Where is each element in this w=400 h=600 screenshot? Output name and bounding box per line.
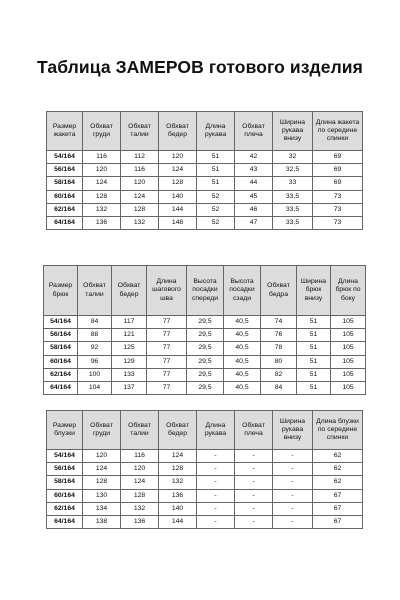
value-cell: -	[235, 502, 273, 515]
table-row	[47, 216, 363, 229]
column-header: Длина блузки по середине спинки	[313, 411, 363, 450]
value-cell: 132	[121, 216, 159, 229]
value-cell: 51	[197, 177, 235, 190]
value-cell: 128	[121, 203, 159, 216]
value-cell: 62	[313, 476, 363, 489]
value-cell: 112	[121, 151, 159, 164]
value-cell: 105	[331, 329, 366, 342]
value-cell: 124	[121, 190, 159, 203]
table-row	[47, 190, 363, 203]
value-cell: 128	[159, 177, 197, 190]
value-cell: 29,5	[187, 368, 224, 381]
value-cell: -	[235, 476, 273, 489]
column-header: Длина рукава	[197, 411, 235, 450]
value-cell: -	[197, 450, 235, 463]
value-cell: 69	[313, 164, 363, 177]
column-header: Обхват талии	[121, 112, 159, 151]
value-cell: 136	[83, 216, 121, 229]
value-cell: 88	[78, 329, 112, 342]
table-header-row	[44, 266, 366, 316]
value-cell: 116	[83, 151, 121, 164]
size-cell: 56/164	[44, 329, 78, 342]
value-cell: 52	[197, 203, 235, 216]
value-cell: 76	[261, 329, 297, 342]
column-header: Размер блузки	[47, 411, 83, 450]
table-row	[47, 489, 363, 502]
value-cell: 92	[78, 342, 112, 355]
size-cell: 64/164	[47, 216, 83, 229]
value-cell: 67	[313, 489, 363, 502]
value-cell: 40,5	[224, 316, 261, 329]
column-header: Размер жакета	[47, 112, 83, 151]
table-row	[44, 342, 366, 355]
value-cell: 105	[331, 342, 366, 355]
column-header: Высота посадки спереди	[187, 266, 224, 316]
value-cell: -	[273, 463, 313, 476]
value-cell: 124	[121, 476, 159, 489]
value-cell: 29,5	[187, 329, 224, 342]
value-cell: 105	[331, 316, 366, 329]
column-header: Обхват плеча	[235, 411, 273, 450]
page-title: Таблица ЗАМЕРОВ готового изделия	[37, 57, 363, 77]
value-cell: -	[197, 515, 235, 528]
value-cell: -	[273, 489, 313, 502]
column-header: Ширина брюк внизу	[297, 266, 331, 316]
value-cell: 40,5	[224, 329, 261, 342]
size-cell: 64/164	[47, 515, 83, 528]
value-cell: 77	[147, 342, 187, 355]
value-cell: 42	[235, 151, 273, 164]
value-cell: 33,5	[273, 203, 313, 216]
column-header: Обхват талии	[78, 266, 112, 316]
value-cell: 134	[83, 502, 121, 515]
value-cell: 120	[83, 164, 121, 177]
value-cell: 29,5	[187, 381, 224, 394]
value-cell: 96	[78, 355, 112, 368]
value-cell: 51	[297, 316, 331, 329]
value-cell: 128	[83, 476, 121, 489]
value-cell: 62	[313, 463, 363, 476]
value-cell: 51	[297, 329, 331, 342]
value-cell: 125	[112, 342, 147, 355]
table-header-row	[47, 411, 363, 450]
column-header: Размер брюк	[44, 266, 78, 316]
size-cell: 60/164	[47, 489, 83, 502]
value-cell: 67	[313, 502, 363, 515]
value-cell: 124	[159, 450, 197, 463]
value-cell: 116	[121, 164, 159, 177]
value-cell: 51	[197, 164, 235, 177]
column-header: Ширина рукава внизу	[273, 112, 313, 151]
value-cell: 105	[331, 381, 366, 394]
blouse-measurements-table	[46, 410, 363, 529]
table-header-row	[47, 112, 363, 151]
value-cell: -	[273, 450, 313, 463]
column-header: Обхват груди	[83, 112, 121, 151]
table-row	[47, 515, 363, 528]
value-cell: 116	[121, 450, 159, 463]
value-cell: 124	[159, 164, 197, 177]
value-cell: 140	[159, 502, 197, 515]
value-cell: 52	[197, 216, 235, 229]
value-cell: 82	[261, 368, 297, 381]
value-cell: 117	[112, 316, 147, 329]
table-row	[47, 203, 363, 216]
value-cell: 129	[112, 355, 147, 368]
size-cell: 64/164	[44, 381, 78, 394]
column-header: Обхват бедер	[159, 112, 197, 151]
value-cell: 132	[83, 203, 121, 216]
value-cell: 120	[83, 450, 121, 463]
value-cell: 29,5	[187, 316, 224, 329]
value-cell: 45	[235, 190, 273, 203]
value-cell: 33,5	[273, 190, 313, 203]
value-cell: -	[273, 515, 313, 528]
column-header: Обхват бедер	[159, 411, 197, 450]
value-cell: -	[273, 476, 313, 489]
value-cell: 77	[147, 355, 187, 368]
value-cell: -	[197, 489, 235, 502]
value-cell: 124	[83, 463, 121, 476]
value-cell: 77	[147, 329, 187, 342]
value-cell: -	[197, 476, 235, 489]
value-cell: 29,5	[187, 342, 224, 355]
value-cell: 52	[197, 190, 235, 203]
value-cell: 51	[197, 151, 235, 164]
table-row	[44, 329, 366, 342]
value-cell: -	[235, 515, 273, 528]
value-cell: 47	[235, 216, 273, 229]
size-cell: 62/164	[44, 368, 78, 381]
value-cell: 120	[121, 177, 159, 190]
table-row	[47, 502, 363, 515]
column-header: Длина рукава	[197, 112, 235, 151]
value-cell: 120	[159, 151, 197, 164]
table-row	[47, 151, 363, 164]
column-header: Длина жакета по середине спинки	[313, 112, 363, 151]
value-cell: 62	[313, 450, 363, 463]
value-cell: 40,5	[224, 368, 261, 381]
table-row	[47, 450, 363, 463]
size-cell: 62/164	[47, 203, 83, 216]
value-cell: 124	[83, 177, 121, 190]
value-cell: 144	[159, 515, 197, 528]
value-cell: 136	[121, 515, 159, 528]
size-cell: 54/164	[47, 450, 83, 463]
value-cell: 132	[121, 502, 159, 515]
value-cell: 148	[159, 216, 197, 229]
value-cell: 121	[112, 329, 147, 342]
value-cell: 32	[273, 151, 313, 164]
value-cell: 136	[159, 489, 197, 502]
table-row	[47, 177, 363, 190]
column-header: Обхват талии	[121, 411, 159, 450]
value-cell: -	[235, 489, 273, 502]
table-row	[47, 463, 363, 476]
value-cell: 44	[235, 177, 273, 190]
jacket-measurements-table	[46, 111, 363, 230]
value-cell: 51	[297, 342, 331, 355]
column-header: Высота посадки сзади	[224, 266, 261, 316]
table-row	[47, 476, 363, 489]
value-cell: -	[235, 450, 273, 463]
value-cell: 33,5	[273, 216, 313, 229]
value-cell: 130	[83, 489, 121, 502]
value-cell: 137	[112, 381, 147, 394]
table-row	[47, 164, 363, 177]
column-header: Длина брюк по боку	[331, 266, 366, 316]
value-cell: 40,5	[224, 355, 261, 368]
value-cell: 40,5	[224, 342, 261, 355]
column-header: Обхват бедра	[261, 266, 297, 316]
value-cell: 105	[331, 368, 366, 381]
size-cell: 58/164	[47, 476, 83, 489]
value-cell: 51	[297, 355, 331, 368]
size-cell: 56/164	[47, 164, 83, 177]
value-cell: 104	[78, 381, 112, 394]
size-cell: 56/164	[47, 463, 83, 476]
column-header: Ширина рукава внизу	[273, 411, 313, 450]
size-cell: 54/164	[47, 151, 83, 164]
value-cell: 80	[261, 355, 297, 368]
value-cell: 128	[159, 463, 197, 476]
value-cell: 132	[159, 476, 197, 489]
value-cell: 73	[313, 203, 363, 216]
value-cell: 46	[235, 203, 273, 216]
value-cell: 105	[331, 355, 366, 368]
value-cell: 40,5	[224, 381, 261, 394]
value-cell: 133	[112, 368, 147, 381]
value-cell: 51	[297, 368, 331, 381]
column-header: Обхват бедер	[112, 266, 147, 316]
value-cell: 100	[78, 368, 112, 381]
table-row	[44, 381, 366, 394]
value-cell: 77	[147, 368, 187, 381]
value-cell: 73	[313, 190, 363, 203]
value-cell: 78	[261, 342, 297, 355]
value-cell: 73	[313, 216, 363, 229]
table-row	[44, 355, 366, 368]
value-cell: 77	[147, 316, 187, 329]
value-cell: 43	[235, 164, 273, 177]
value-cell: -	[197, 502, 235, 515]
size-cell: 60/164	[47, 190, 83, 203]
column-header: Длина шагового шва	[147, 266, 187, 316]
value-cell: 77	[147, 381, 187, 394]
value-cell: -	[197, 463, 235, 476]
value-cell: 51	[297, 381, 331, 394]
value-cell: 140	[159, 190, 197, 203]
trousers-measurements-table	[43, 265, 366, 395]
value-cell: 128	[83, 190, 121, 203]
size-cell: 58/164	[44, 342, 78, 355]
value-cell: 128	[121, 489, 159, 502]
value-cell: 120	[121, 463, 159, 476]
size-cell: 60/164	[44, 355, 78, 368]
size-cell: 62/164	[47, 502, 83, 515]
size-cell: 54/164	[44, 316, 78, 329]
column-header: Обхват плеча	[235, 112, 273, 151]
value-cell: 138	[83, 515, 121, 528]
value-cell: 29,5	[187, 355, 224, 368]
table-row	[44, 368, 366, 381]
value-cell: -	[273, 502, 313, 515]
value-cell: 32,5	[273, 164, 313, 177]
value-cell: 69	[313, 151, 363, 164]
value-cell: -	[235, 463, 273, 476]
value-cell: 74	[261, 316, 297, 329]
value-cell: 144	[159, 203, 197, 216]
size-cell: 58/164	[47, 177, 83, 190]
value-cell: 84	[261, 381, 297, 394]
column-header: Обхват груди	[83, 411, 121, 450]
value-cell: 33	[273, 177, 313, 190]
value-cell: 67	[313, 515, 363, 528]
table-row	[44, 316, 366, 329]
value-cell: 69	[313, 177, 363, 190]
value-cell: 84	[78, 316, 112, 329]
